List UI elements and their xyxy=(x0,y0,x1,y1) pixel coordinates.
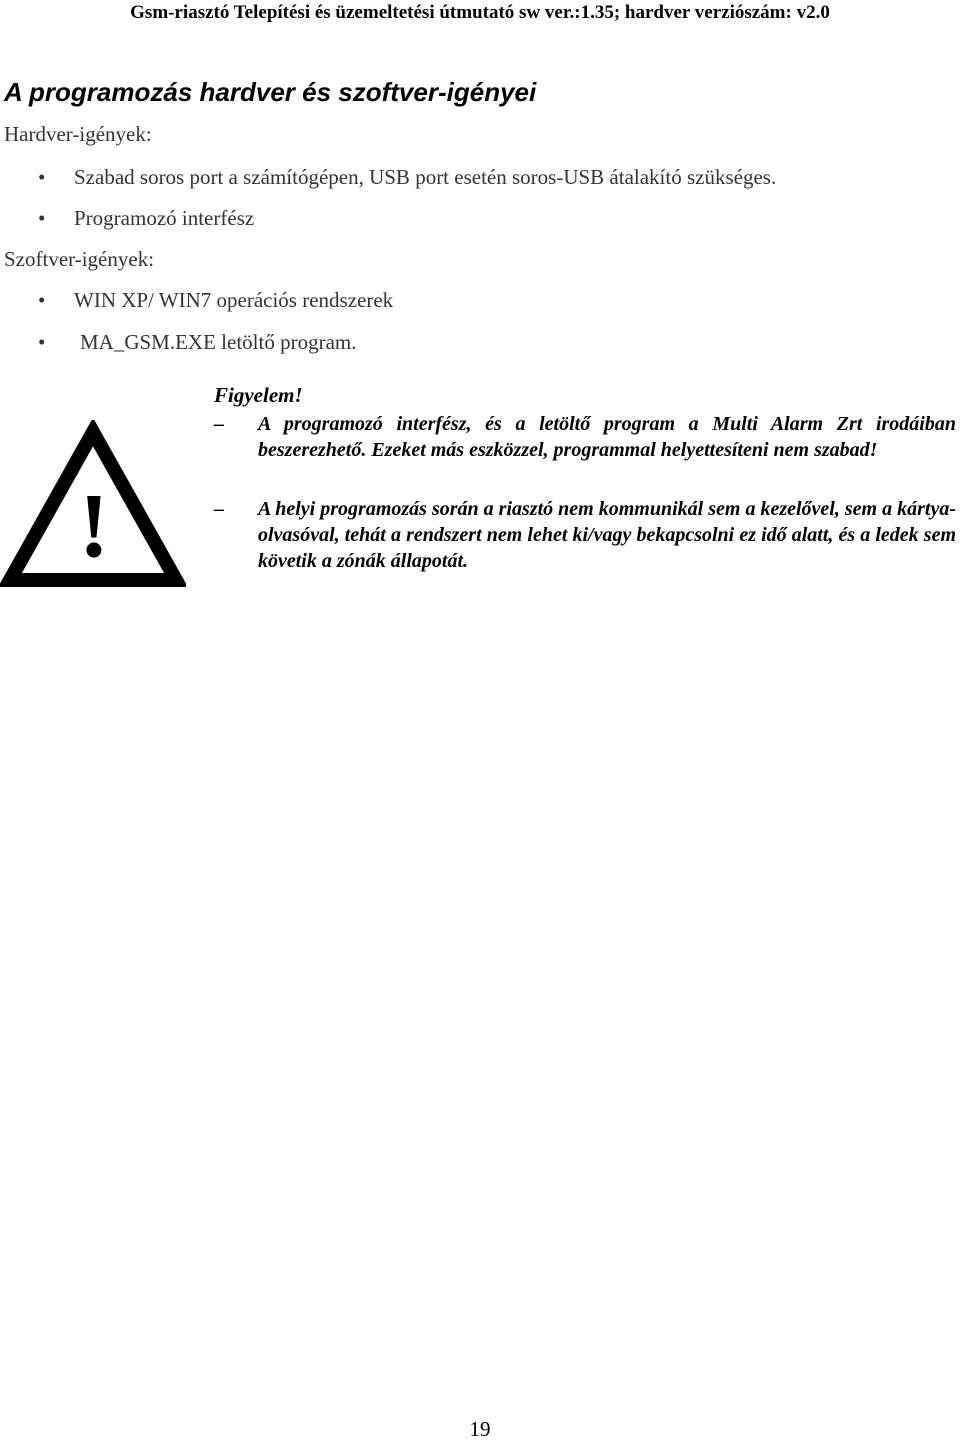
bullet-icon: • xyxy=(38,165,46,189)
exclamation-mark: ! xyxy=(78,474,110,576)
warning-note xyxy=(214,496,956,574)
page-header: Gsm-riasztó Telepítési és üzemeltetési útmutató sw ver.:1.35; hardver verziószám: v2.0 xyxy=(130,2,830,23)
list-item-text: WIN XP/ WIN7 operációs rendszerek xyxy=(74,288,394,312)
dash-icon: – xyxy=(214,498,224,520)
bullet-icon: • xyxy=(38,330,46,354)
bullet-icon: • xyxy=(38,206,46,230)
list-item-text: Szabad soros port a számítógépen, USB port esetén soros-USB átalakító szükséges. xyxy=(74,165,777,189)
section-title: A programozás hardver és szoftver-igényei xyxy=(4,77,537,107)
page-number: 19 xyxy=(469,1417,491,1441)
warning-note-text: A helyi programozás során a riasztó nem kommunikál sem a kezelővel, sem a kártya-olvasóval, tehát a rendszert nem lehet ki/vagy bekapcsolni ez idő alatt, és a ledek sem követik a zónák állapotát. xyxy=(258,498,956,572)
hardware-requirements-label: Hardver-igények: xyxy=(4,122,152,146)
warning-note-text: A programozó interfész, és a letöltő program a Multi Alarm Zrt irodáiban beszerezhető. Ezeket más eszközzel, programmal helyettesíteni nem szabad! xyxy=(258,413,956,461)
warning-note xyxy=(214,411,956,463)
bullet-icon: • xyxy=(38,288,46,312)
warning-heading: Figyelem! xyxy=(214,383,303,407)
list-item-text: Programozó interfész xyxy=(74,206,255,230)
list-item-text: MA_GSM.EXE letöltő program. xyxy=(80,330,357,354)
warning-triangle-icon xyxy=(0,420,186,588)
software-requirements-label: Szoftver-igények: xyxy=(4,247,155,271)
dash-icon: – xyxy=(214,413,224,435)
